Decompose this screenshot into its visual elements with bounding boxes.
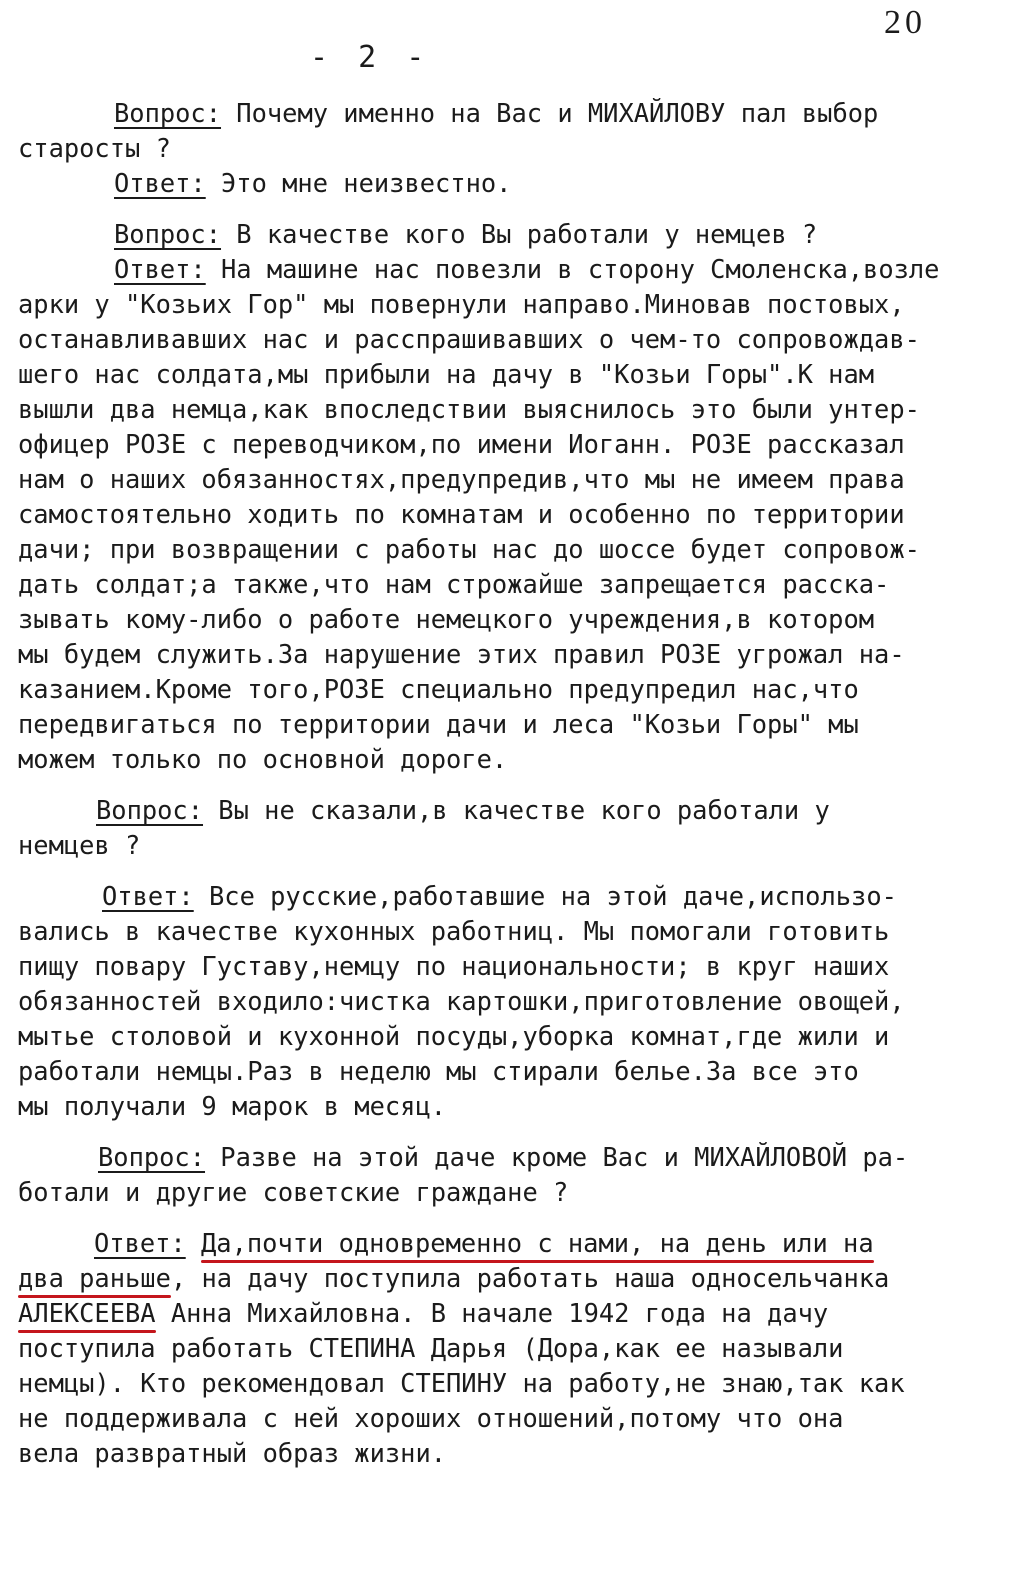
text-line: немцев ? bbox=[18, 830, 141, 860]
text-line bbox=[18, 1226, 1008, 1261]
text-line: офицер РОЗЕ с переводчиком,по имени Иоганн. РОЗЕ рассказал bbox=[18, 429, 905, 459]
text-line: Ответ: На машине нас повезли в сторону Смоленска,возле bbox=[114, 254, 940, 284]
highlighted-phrase: Да,почти одновременно с нами, на день или на bbox=[201, 1228, 874, 1258]
highlighted-name: АЛЕКСЕЕВА bbox=[18, 1298, 156, 1328]
text-line: старосты ? bbox=[18, 133, 171, 163]
text-line: передвигаться по территории дачи и леса "Козьи Горы" мы bbox=[18, 709, 859, 739]
text-line: Вопрос: В качестве кого Вы работали у немцев ? bbox=[114, 219, 818, 249]
answer-label: Ответ: bbox=[94, 1228, 186, 1258]
text-line: Вопрос: Разве на этой даче кроме Вас и МИХАЙЛОВОЙ ра- bbox=[98, 1142, 909, 1172]
text-line: нам о наших обязанностях,предупредив,что мы не имеем права bbox=[18, 464, 905, 494]
text-line: шего нас солдата,мы прибыли на дачу в "Козьи Горы".К нам bbox=[18, 359, 875, 389]
highlighted-phrase: два раньше bbox=[18, 1263, 171, 1293]
text-line: два раньше, на дачу поступила работать наша односельчанка bbox=[18, 1263, 890, 1293]
text-line: мы получали 9 марок в месяц. bbox=[18, 1091, 447, 1121]
text-line: Ответ: Это мне неизвестно. bbox=[114, 168, 512, 198]
text-line: пищу повару Густаву,немцу по национальности; в круг наших bbox=[18, 951, 890, 981]
answer-label: Ответ: bbox=[114, 168, 206, 198]
question-label: Вопрос: bbox=[114, 98, 222, 128]
text-line: АЛЕКСЕЕВА Анна Михайловна. В начале 1942 года на дачу bbox=[18, 1298, 829, 1328]
text-line: обязанностей входило:чистка картошки,приготовление овощей, bbox=[18, 986, 905, 1016]
text-line: мы будем служить.За нарушение этих правил РОЗЕ угрожал на- bbox=[18, 639, 905, 669]
question-label: Вопрос: bbox=[96, 795, 204, 825]
answer-label: Ответ: bbox=[114, 254, 206, 284]
text-line: Ответ: Все русские,работавшие на этой даче,использо- bbox=[102, 881, 897, 911]
interrogation-text bbox=[18, 96, 1008, 1471]
text-line: вышли два немца,как впоследствии выяснилось это были унтер- bbox=[18, 394, 920, 424]
text-line: останавливавших нас и расспрашивавших о чем-то сопровождав- bbox=[18, 324, 920, 354]
answer-label: Ответ: bbox=[102, 881, 194, 911]
text-line: дать солдат;а также,что нам строжайше запрещается расска- bbox=[18, 569, 890, 599]
text-line: не поддерживала с ней хороших отношений,потому что она bbox=[18, 1403, 844, 1433]
text-line: дачи; при возвращении с работы нас до шоссе будет сопровож- bbox=[18, 534, 920, 564]
text-line: работали немцы.Раз в неделю мы стирали белье.За все это bbox=[18, 1056, 859, 1086]
sheet-number: 20 bbox=[884, 4, 926, 41]
text-line: Вопрос: Вы не сказали,в качестве кого работали у bbox=[96, 795, 830, 825]
text-line: можем только по основной дороге. bbox=[18, 744, 508, 774]
text-line: вались в качестве кухонных работниц. Мы помогали готовить bbox=[18, 916, 890, 946]
text-line: немцы). Кто рекомендовал СТЕПИНУ на работу,не знаю,так как bbox=[18, 1368, 905, 1398]
question-label: Вопрос: bbox=[114, 219, 222, 249]
text-line: поступила работать СТЕПИНА Дарья (Дора,как ее называли bbox=[18, 1333, 844, 1363]
text-line: самостоятельно ходить по комнатам и особенно по территории bbox=[18, 499, 905, 529]
text-line: мытье столовой и кухонной посуды,уборка комнат,где жили и bbox=[18, 1021, 890, 1051]
text-line: арки у "Козьих Гор" мы повернули направо.Миновав постовых, bbox=[18, 289, 905, 319]
question-label: Вопрос: bbox=[98, 1142, 206, 1172]
text-line: зывать кому-либо о работе немецкого учреждения,в котором bbox=[18, 604, 875, 634]
text-line: вела развратный образ жизни. bbox=[18, 1438, 447, 1468]
page-number: - 2 - bbox=[310, 40, 431, 75]
text-line: Вопрос: Почему именно на Вас и МИХАЙЛОВУ пал выбор bbox=[114, 98, 879, 128]
text-line: казанием.Кроме того,РОЗЕ специально предупредил нас,что bbox=[18, 674, 859, 704]
text-line: ботали и другие советские граждане ? bbox=[18, 1177, 569, 1207]
